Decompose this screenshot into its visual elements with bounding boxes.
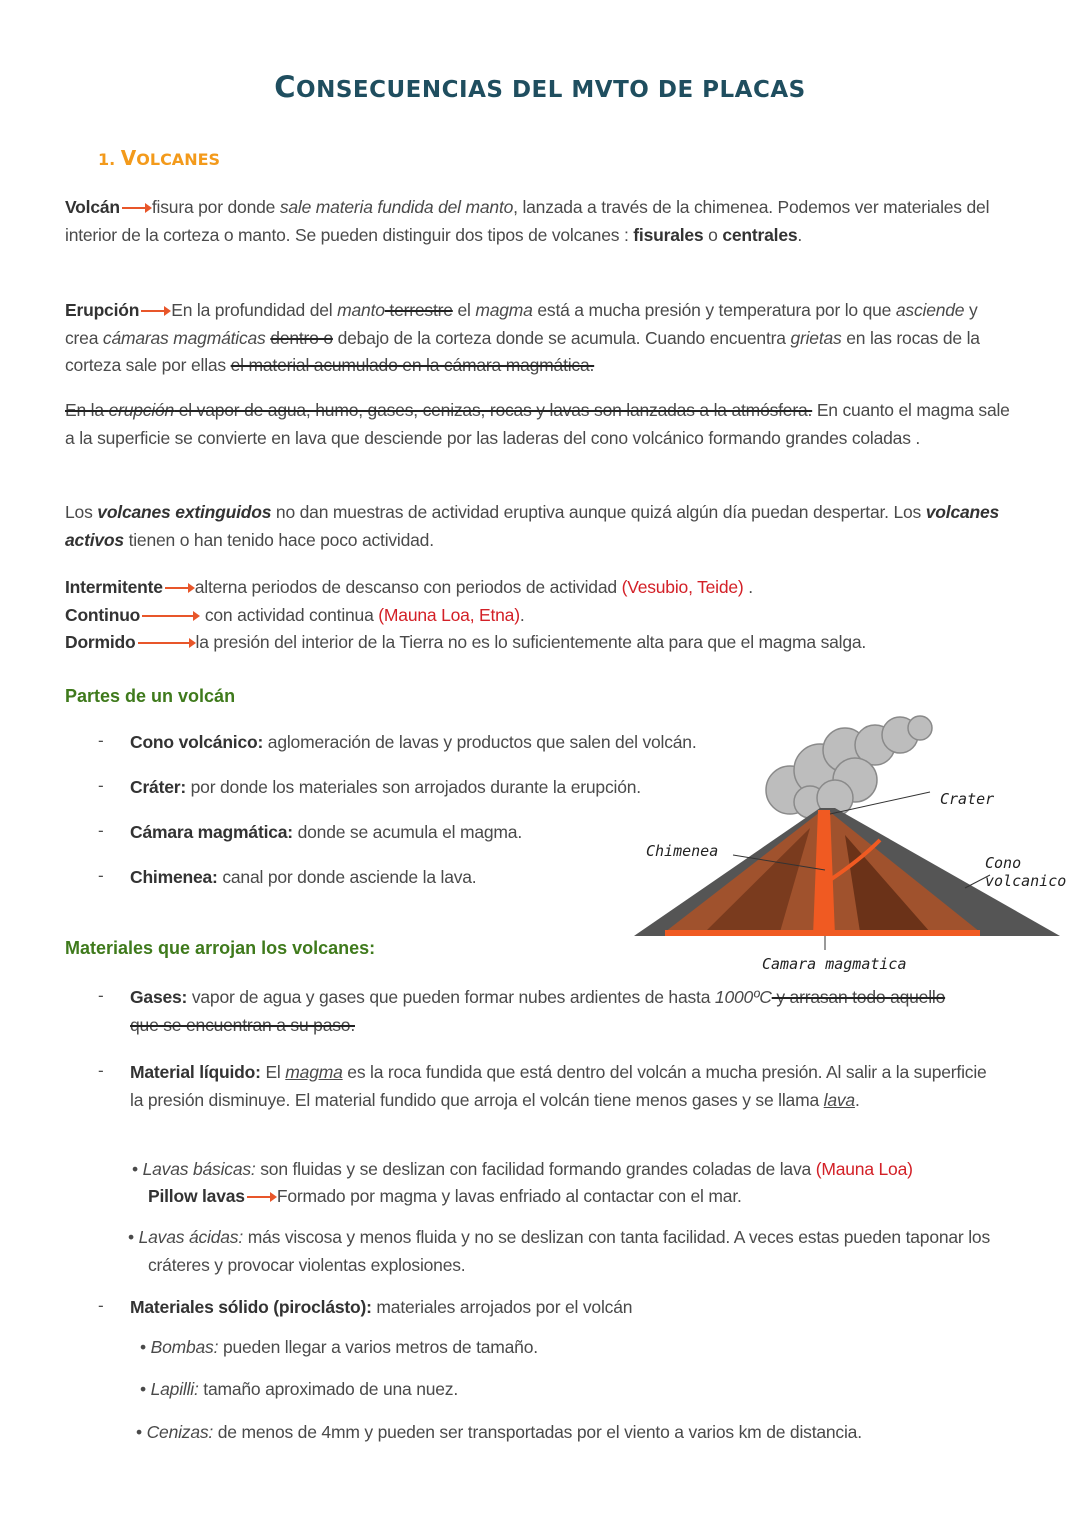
text-run: erupción: [108, 400, 175, 420]
paragraph-lava: [65, 397, 1015, 452]
lavas-acidas: • Lavas ácidas: más viscosa y menos fluida y no se deslizan con tanta facilidad. A veces estas pueden taponar los cráteres y provocar violentas explosiones.: [128, 1227, 990, 1275]
text-run: dentro o: [270, 327, 333, 348]
dash: -: [98, 731, 104, 750]
page-title: CONSECUENCIAS DEL MVTO DE PLACAS: [274, 70, 806, 104]
solid-cenizas: • Cenizas: de menos de 4mm y pueden ser transportadas por el viento a varios km de distancia.: [136, 1422, 862, 1442]
materials-heading: Materiales que arrojan los volcanes:: [65, 938, 376, 958]
material-gases: [130, 984, 960, 1039]
label-camara-magmatica: Camara magmatica: [762, 955, 907, 973]
label-chimenea: Chimenea: [646, 842, 719, 860]
text-run: tienen o han tenido hace poco actividad.: [123, 529, 434, 550]
volcano-type-dormido: [65, 629, 1015, 657]
text-run: tamaño aproximado de una nuez.: [198, 1379, 459, 1399]
arrow-icon: [142, 615, 198, 617]
dash: -: [98, 1296, 104, 1315]
text-run: aglomeración de lavas y productos que salen del volcán.: [263, 732, 697, 752]
text-run: Lavas ácidas:: [138, 1227, 244, 1247]
text-run: la presión del interior de la Tierra no es lo suficientemente alta para que el magma salga.: [195, 632, 867, 652]
text-run: sale materia fundida del manto: [279, 197, 514, 217]
text-run: El: [260, 1062, 286, 1082]
lavas-basicas: • Lavas básicas: son fluidas y se deslizan con facilidad formando grandes coladas de lava (Mauna Loa): [132, 1159, 913, 1179]
text-run: volcanes activos: [65, 502, 1000, 550]
text-run: Cráter:: [130, 777, 186, 797]
text-run: centrales: [722, 224, 798, 245]
text-run: cámaras magmáticas: [102, 327, 266, 348]
text-run: fisurales: [633, 224, 704, 245]
solid-lapilli: • Lapilli: tamaño aproximado de una nuez.: [140, 1379, 459, 1399]
text-run: .: [519, 605, 525, 625]
text-run: de menos de 4mm y pueden ser transportadas por el viento a varios km de distancia.: [213, 1422, 862, 1442]
text-run: (Vesubio, Teide): [621, 577, 744, 597]
text-run: volcanes extinguidos: [97, 502, 272, 522]
arrow-icon: [122, 207, 150, 209]
text-run: el vapor de agua, humo, gases, cenizas, rocas y lavas son lanzadas a la atmósfera.: [174, 400, 813, 420]
dash: -: [98, 776, 104, 795]
text-run: Los: [65, 502, 98, 522]
label-crater: Crater: [940, 790, 995, 808]
text-run: En la profundidad del: [171, 300, 338, 320]
arrow-icon: [138, 642, 194, 644]
text-run: alterna periodos de descanso con periodos de actividad: [194, 577, 622, 597]
text-run: manto: [337, 300, 385, 320]
pillow-lavas: [148, 1183, 1028, 1211]
text-run: Lavas básicas:: [142, 1159, 256, 1179]
text-run: terrestre: [384, 300, 453, 320]
arrow-icon: [165, 587, 193, 589]
solid-bombas: • Bombas: pueden llegar a varios metros de tamaño.: [140, 1337, 538, 1357]
text-run: En la: [65, 400, 109, 420]
text-run: fisura por donde: [151, 197, 280, 217]
text-run: pueden llegar a varios metros de tamaño.: [218, 1337, 538, 1357]
text-run: (Mauna Loa): [815, 1159, 913, 1179]
text-run: con actividad continua: [200, 605, 379, 625]
text-run: Erupción: [65, 300, 140, 320]
text-run: Gases:: [130, 987, 188, 1007]
smoke-cloud: [766, 716, 932, 818]
text-run: más viscosa y menos fluida y no se deslizan con tanta facilidad. A veces estas pueden taponar los cráteres y provocar violentas explosiones.: [148, 1227, 990, 1275]
dash: -: [98, 866, 104, 885]
volcano-type-intermitente: [65, 574, 1015, 602]
parts-heading: Partes de un volcán: [65, 686, 236, 706]
text-run: Intermitente: [65, 577, 163, 597]
text-run: no dan muestras de actividad eruptiva aunque quizá algún día puedan despertar. Los: [271, 502, 926, 522]
section-heading-volcanes: 1. VOLCANES: [98, 146, 221, 170]
text-run: Formado por magma y lavas enfriado al contactar con el mar.: [276, 1186, 742, 1206]
text-run: Material líquido:: [130, 1062, 261, 1082]
arrow-icon: [141, 310, 169, 312]
text-run: Materiales sólido (piroclásto):: [130, 1297, 372, 1317]
text-run: 1000ºC: [714, 987, 772, 1007]
text-run: es la roca fundida que está dentro del volcán a mucha presión. Al salir a la superficie la presión disminuye. El material fundido que arroja el volcán tiene menos gases y se llama: [130, 1062, 987, 1110]
text-run: canal por donde asciende la lava.: [217, 867, 477, 887]
label-cono-volcanico: Cono volcanico: [985, 854, 1067, 890]
text-run: Chimenea:: [130, 867, 218, 887]
text-run: Dormido: [65, 632, 136, 652]
text-run: grietas: [790, 327, 842, 348]
text-run: está a mucha presión y temperatura por lo que: [532, 300, 896, 320]
text-run: Cenizas:: [146, 1422, 214, 1442]
volcano-type-continuo: [65, 602, 1015, 630]
dash: -: [98, 986, 104, 1005]
text-run: vapor de agua y gases que pueden formar nubes ardientes de hasta: [187, 987, 715, 1007]
paragraph-volcan: [65, 194, 1015, 249]
material-solido: [130, 1294, 1030, 1322]
text-run: .: [854, 1089, 860, 1110]
arrow-icon: [247, 1196, 275, 1198]
text-run: Bombas:: [150, 1337, 219, 1357]
text-run: debajo de la corteza donde se acumula. Cuando encuentra: [332, 327, 791, 348]
dash: -: [98, 1061, 104, 1080]
text-run: son fluidas y se deslizan con facilidad formando grandes coladas de lava: [255, 1159, 816, 1179]
text-run: magma: [475, 300, 533, 320]
text-run: o: [703, 224, 723, 245]
paragraph-erupcion: [65, 297, 1015, 380]
text-run: Cono volcánico:: [130, 732, 264, 752]
text-run: (Mauna Loa, Etna): [378, 605, 520, 625]
text-run: .: [797, 224, 803, 245]
text-run: Lapilli:: [150, 1379, 199, 1399]
text-run: y arrasan todo aquello que se encuentran a su paso.: [130, 987, 946, 1035]
text-run: En cuanto el magma sale a la superficie se convierte en lava que desciende por las laderas del cono volcánico formando grandes coladas .: [65, 400, 1010, 448]
text-run: el: [452, 300, 476, 320]
text-run: en las rocas de la corteza sale por ellas: [65, 327, 980, 375]
text-run: , lanzada a través de la chimenea. Podemos ver materiales del interior de la corteza o manto. Se pueden distinguir dos tipos de volcanes :: [65, 197, 990, 245]
text-run: magma: [285, 1062, 343, 1082]
paragraph-volcanes-activos: [65, 499, 1015, 554]
text-run: materiales arrojados por el volcán: [371, 1297, 633, 1317]
text-run: lava: [823, 1089, 855, 1110]
text-run: el material acumulado en la cámara magmática.: [230, 355, 595, 375]
dash: -: [98, 821, 104, 840]
text-run: asciende: [895, 300, 965, 320]
text-run: Cámara magmática:: [130, 822, 293, 842]
text-run: donde se acumula el magma.: [292, 822, 522, 842]
text-run: .: [743, 577, 753, 597]
text-run: y crea: [65, 300, 978, 348]
material-liquido: [130, 1059, 1000, 1114]
text-run: por donde los materiales son arrojados durante la erupción.: [185, 777, 641, 797]
text-run: Volcán: [65, 197, 120, 217]
text-run: Continuo: [65, 605, 141, 625]
volcano-diagram: [630, 710, 1070, 950]
text-run: Pillow lavas: [148, 1186, 245, 1206]
